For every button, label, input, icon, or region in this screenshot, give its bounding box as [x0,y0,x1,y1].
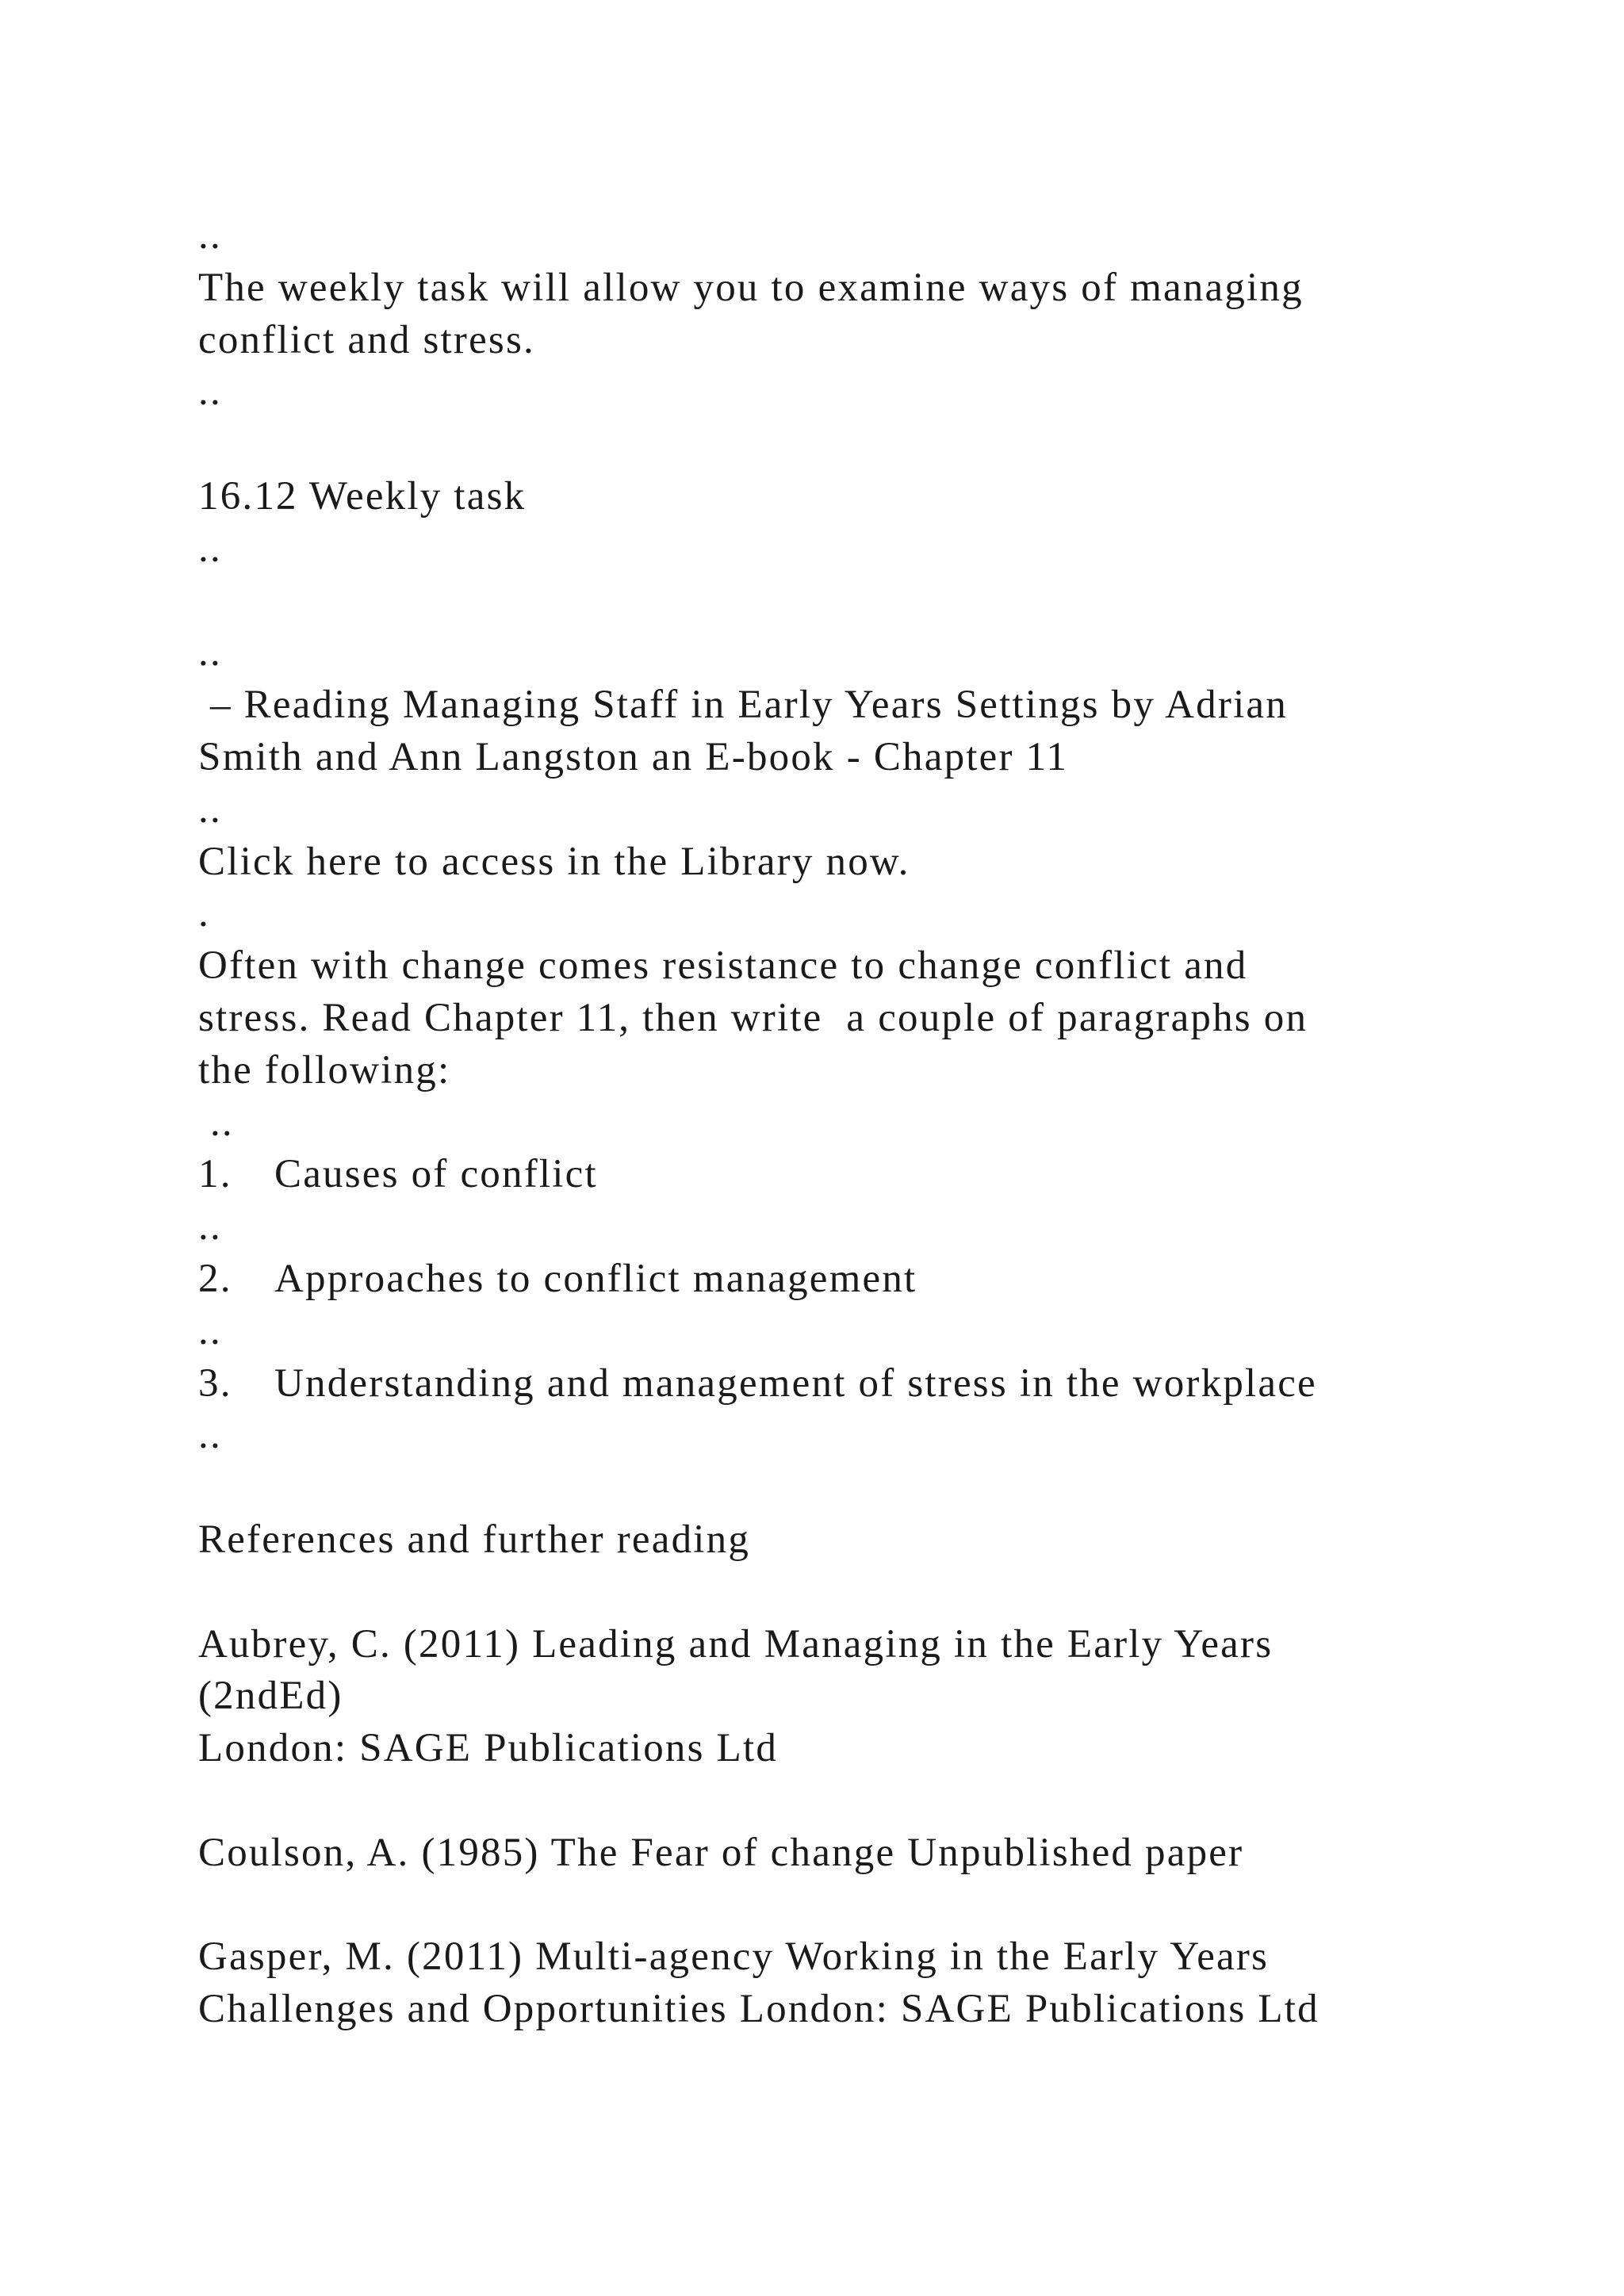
list-item [198,1149,1546,1201]
list-item-text: Causes of conflict [274,1152,598,1197]
blank-line [198,419,1546,471]
intro-line: The weekly task will allow you to examine ways of managing [198,265,1304,310]
separator-dots: .. [198,526,222,571]
list-item [198,1358,1546,1410]
reference-entry: London: SAGE Publications Ltd [198,1726,779,1771]
separator-dots: .. [198,213,222,258]
reference-entry: (2ndEd) [198,1674,343,1719]
task-paragraph-line: stress. Read Chapter 11, then write a couple of paragraphs on [198,995,1308,1040]
separator-dots: .. [198,1204,222,1249]
list-item [198,1253,1546,1306]
separator-dots: .. [198,369,222,415]
separator-dots: .. [198,1100,234,1145]
separator-dots: .. [198,1308,222,1353]
blank-line [198,1880,1546,1932]
section-heading: 16.12 Weekly task [198,473,527,519]
separator-dot: . [198,891,210,936]
document-body [198,210,1546,2036]
reference-entry: Aubrey, C. (2011) Leading and Managing in the Early Years [198,1621,1274,1667]
reading-line: Smith and Ann Langston an E-book - Chapter 11 [198,734,1069,779]
task-paragraph-line: Often with change comes resistance to change conflict and [198,943,1248,989]
list-item-number: 1. [198,1152,232,1197]
blank-line [198,1567,1546,1619]
references-heading: References and further reading [198,1517,751,1562]
reference-entry: Gasper, M. (2011) Multi-agency Working in the Early Years [198,1934,1270,1980]
separator-dots: .. [198,786,222,832]
reference-entry: Coulson, A. (1985) The Fear of change Unpublished paper [198,1830,1244,1875]
task-paragraph-line: the following: [198,1047,451,1093]
reading-line: – Reading Managing Staff in Early Years Settings by Adrian [198,683,1288,728]
blank-line [198,1775,1546,1827]
list-item-text: Understanding and management of stress in the workplace [274,1360,1317,1406]
list-item-number: 3. [198,1360,232,1406]
list-item-number: 2. [198,1256,232,1301]
blank-line [198,576,1546,628]
blank-line [198,1462,1546,1514]
separator-dots: .. [198,1413,222,1458]
library-link[interactable]: Click here to access in the Library now. [198,839,910,884]
reference-entry: Challenges and Opportunities London: SAGE Publications Ltd [198,1987,1320,2032]
list-item-text: Approaches to conflict management [274,1256,917,1301]
intro-line: conflict and stress. [198,317,535,362]
separator-dots: .. [198,630,222,675]
